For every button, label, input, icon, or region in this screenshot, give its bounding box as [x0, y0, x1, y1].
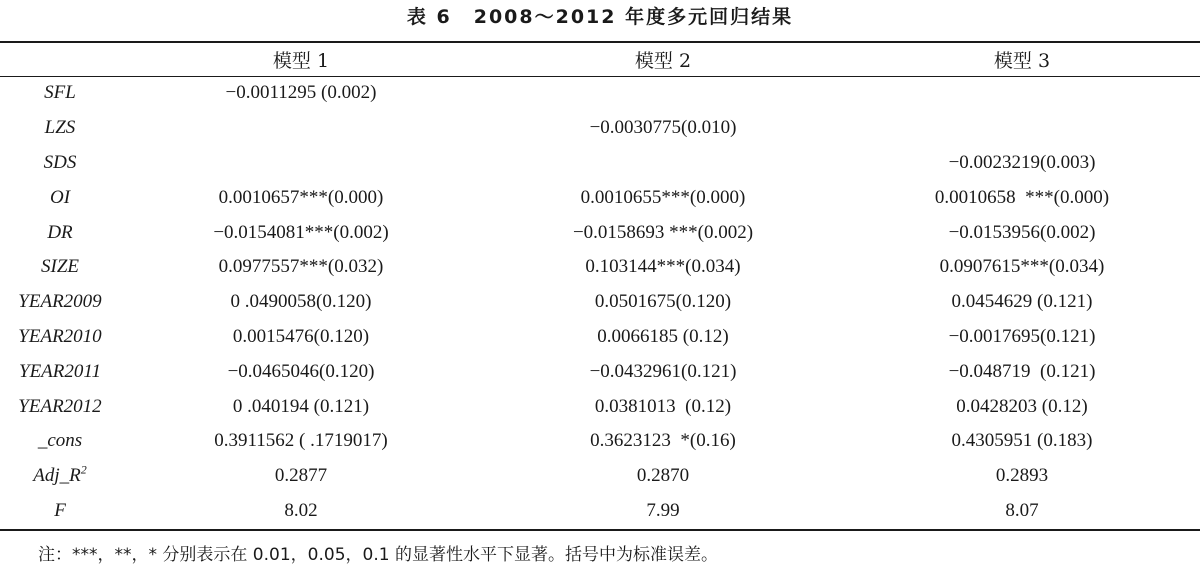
- header-model-3: 模型 3: [993, 49, 1051, 72]
- cell-model-2: −0.0158693 ***(0.002): [572, 221, 754, 243]
- table-title: [0, 2, 1200, 29]
- header-row: [0, 42, 1200, 76]
- row-label: OI: [49, 186, 71, 208]
- cell-model-1: 0 .0490058(0.120): [230, 291, 372, 313]
- cell-model-2: 0.103144***(0.034): [585, 256, 741, 278]
- cell-model-3: 0.2893: [995, 465, 1049, 487]
- table-row: [0, 250, 1200, 285]
- bottom-rule: [0, 529, 1200, 531]
- cell-model-3: 0.0428203 (0.12): [956, 395, 1088, 417]
- cell-model-1: 8.02: [284, 499, 318, 521]
- row-label: DR: [47, 221, 73, 243]
- row-label: _cons: [37, 430, 83, 452]
- table-row: [0, 76, 1200, 111]
- header-blank: [0, 42, 120, 76]
- table-caption: 2008～2012 年度多元回归结果: [473, 6, 794, 28]
- table-row: [0, 180, 1200, 215]
- table-row: [0, 354, 1200, 389]
- table-number: 表 6: [406, 6, 452, 28]
- cell-model-3: −0.0153956(0.002): [948, 221, 1096, 243]
- cell-model-1: 0.0977557***(0.032): [218, 256, 384, 278]
- cell-model-3: 8.07: [1005, 499, 1039, 521]
- cell-model-1: −0.0011295 (0.002): [225, 82, 377, 104]
- header-model-1: 模型 1: [272, 49, 330, 72]
- cell-model-2: 7.99: [646, 499, 680, 521]
- table-row: [0, 111, 1200, 146]
- cell-model-1: [120, 111, 482, 146]
- table-body: [0, 76, 1200, 528]
- cell-model-2: 0.2870: [636, 465, 690, 487]
- cell-model-1: 0 .040194 (0.121): [232, 395, 370, 417]
- cell-model-3: −0.0023219(0.003): [948, 151, 1096, 173]
- cell-model-1: 0.2877: [274, 465, 328, 487]
- cell-model-3: 0.0010658 ***(0.000): [934, 186, 1110, 208]
- row-label-text: Adj_R: [33, 465, 81, 487]
- row-label: YEAR2009: [18, 291, 102, 313]
- cell-model-2: −0.0030775(0.010): [589, 117, 737, 139]
- cell-model-1: 0.3911562 ( .1719017): [214, 430, 388, 452]
- cell-model-3: −0.0017695(0.121): [948, 325, 1096, 347]
- cell-model-3: [844, 76, 1200, 111]
- row-label: YEAR2011: [19, 360, 101, 382]
- regression-table: [0, 42, 1200, 528]
- table-row: [0, 215, 1200, 250]
- cell-model-3: 0.0454629 (0.121): [951, 291, 1093, 313]
- cell-model-1: 0.0015476(0.120): [232, 325, 370, 347]
- row-label-superscript: 2: [80, 462, 87, 477]
- cell-model-3: −0.048719 (0.121): [948, 360, 1096, 382]
- table-row: [0, 494, 1200, 529]
- cell-model-3: [844, 111, 1200, 146]
- row-label: [0, 459, 120, 494]
- table-row: [0, 320, 1200, 355]
- cell-model-2: 0.0381013 (0.12): [594, 395, 732, 417]
- cell-model-1: −0.0154081***(0.002): [213, 221, 389, 243]
- cell-model-2: 0.0010655***(0.000): [580, 186, 746, 208]
- cell-model-2: −0.0432961(0.121): [589, 360, 737, 382]
- cell-model-1: 0.0010657***(0.000): [218, 186, 384, 208]
- row-label: SDS: [43, 151, 77, 173]
- table-row: [0, 424, 1200, 459]
- cell-model-2: 0.0501675(0.120): [594, 291, 732, 313]
- row-label: YEAR2012: [18, 395, 102, 417]
- cell-model-2: [482, 76, 844, 111]
- cell-model-2: [482, 146, 844, 181]
- cell-model-1: [120, 146, 482, 181]
- table-row: [0, 389, 1200, 424]
- table-row: [0, 285, 1200, 320]
- row-label: F: [54, 499, 66, 521]
- table-row: [0, 459, 1200, 494]
- cell-model-2: 0.0066185 (0.12): [597, 325, 729, 347]
- header-model-2: 模型 2: [634, 49, 692, 72]
- row-label: LZS: [44, 117, 76, 139]
- table-note: 注：***，**，* 分别表示在 0.01，0.05，0.1 的显著性水平下显著。括号中为标准误差。: [38, 545, 718, 565]
- row-label: SIZE: [41, 256, 79, 278]
- row-label: SFL: [44, 82, 76, 104]
- row-label: YEAR2010: [18, 325, 102, 347]
- cell-model-3: 0.4305951 (0.183): [951, 430, 1093, 452]
- cell-model-2: 0.3623123 *(0.16): [590, 430, 736, 452]
- table-row: [0, 146, 1200, 181]
- cell-model-3: 0.0907615***(0.034): [939, 256, 1105, 278]
- cell-model-1: −0.0465046(0.120): [227, 360, 375, 382]
